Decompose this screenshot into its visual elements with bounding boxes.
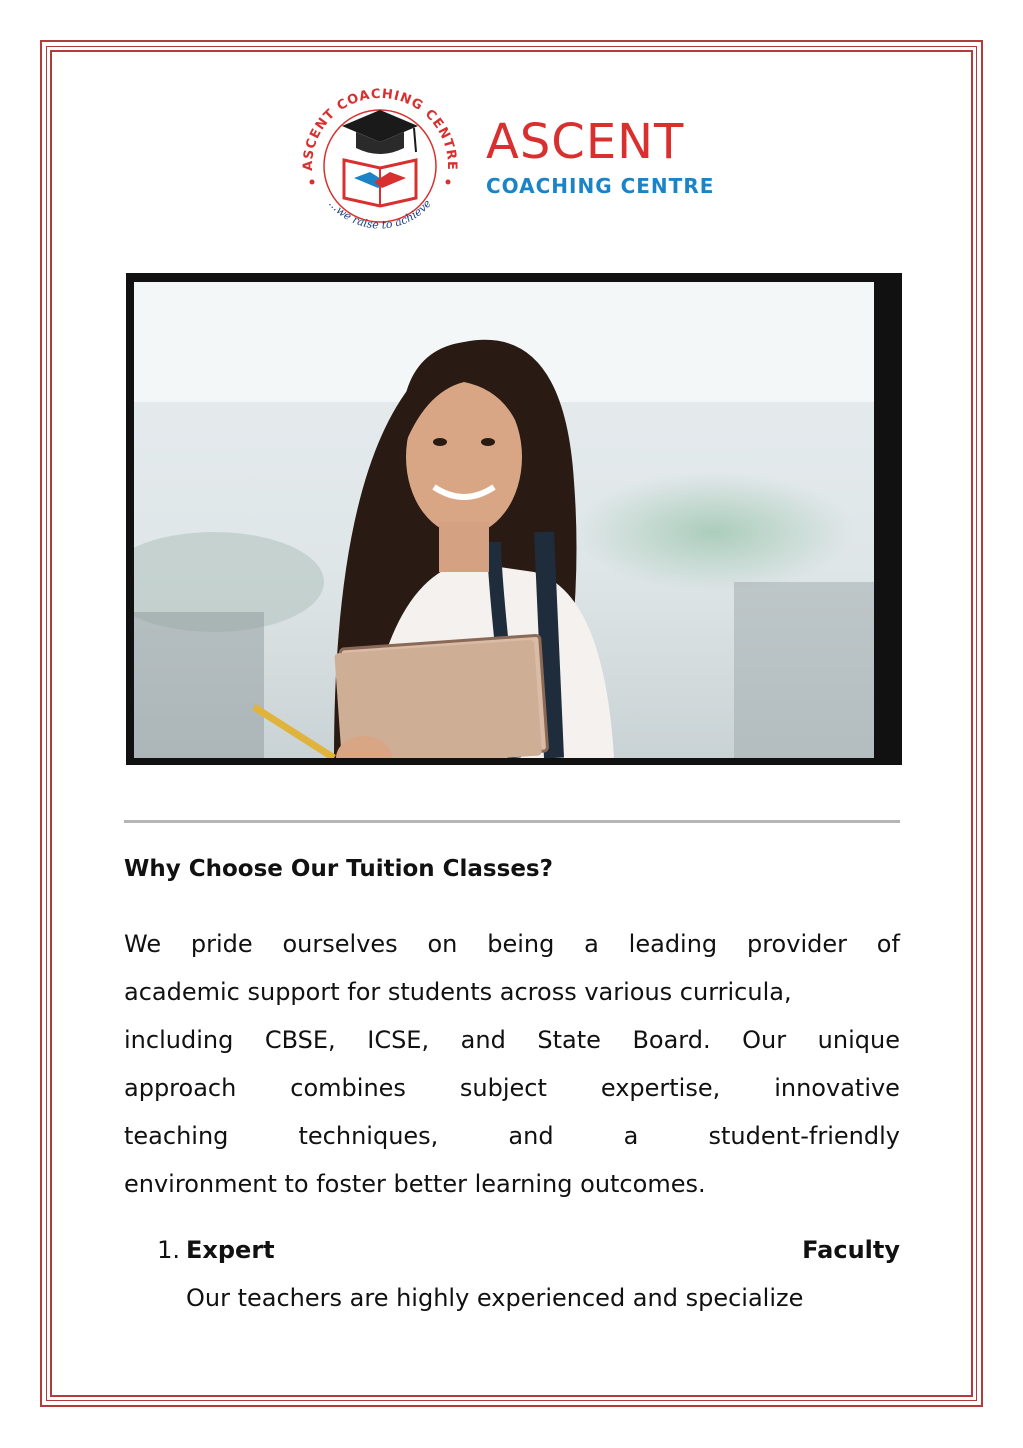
brand-main: ASCENT: [486, 114, 685, 170]
logo-seal: [290, 74, 470, 254]
student-illustration: [134, 282, 874, 758]
paragraph-line: including CBSE, ICSE, and State Board. Our unique: [124, 1026, 900, 1054]
brand-sub: COACHING CENTRE: [486, 174, 715, 198]
list-item-body: Our teachers are highly experienced and specialize: [186, 1284, 804, 1312]
student-photo: [126, 273, 902, 765]
logo: [290, 74, 740, 256]
intro-paragraph: [124, 920, 900, 1208]
section-title: Why Choose Our Tuition Classes?: [124, 856, 553, 882]
section-divider: [124, 820, 900, 823]
paragraph-line: We pride ourselves on being a leading provider of: [124, 930, 900, 958]
list-item-number: 1.: [157, 1236, 180, 1264]
paragraph-line: academic support for students across various curricula,: [124, 978, 792, 1006]
paragraph-line: environment to foster better learning outcomes.: [124, 1170, 706, 1198]
list-item: [124, 1226, 900, 1274]
seal-tagline: ...we raise to achieve: [326, 197, 434, 232]
paragraph-line: teaching techniques, and a student-friendly: [124, 1122, 900, 1150]
brand-wordmark: [486, 114, 715, 198]
paragraph-line: approach combines subject expertise, innovative: [124, 1074, 900, 1102]
features-list: [124, 1226, 900, 1322]
list-item-title: Expert Faculty: [186, 1236, 900, 1264]
seal-top-text: ASCENT COACHING CENTRE: [300, 86, 460, 171]
